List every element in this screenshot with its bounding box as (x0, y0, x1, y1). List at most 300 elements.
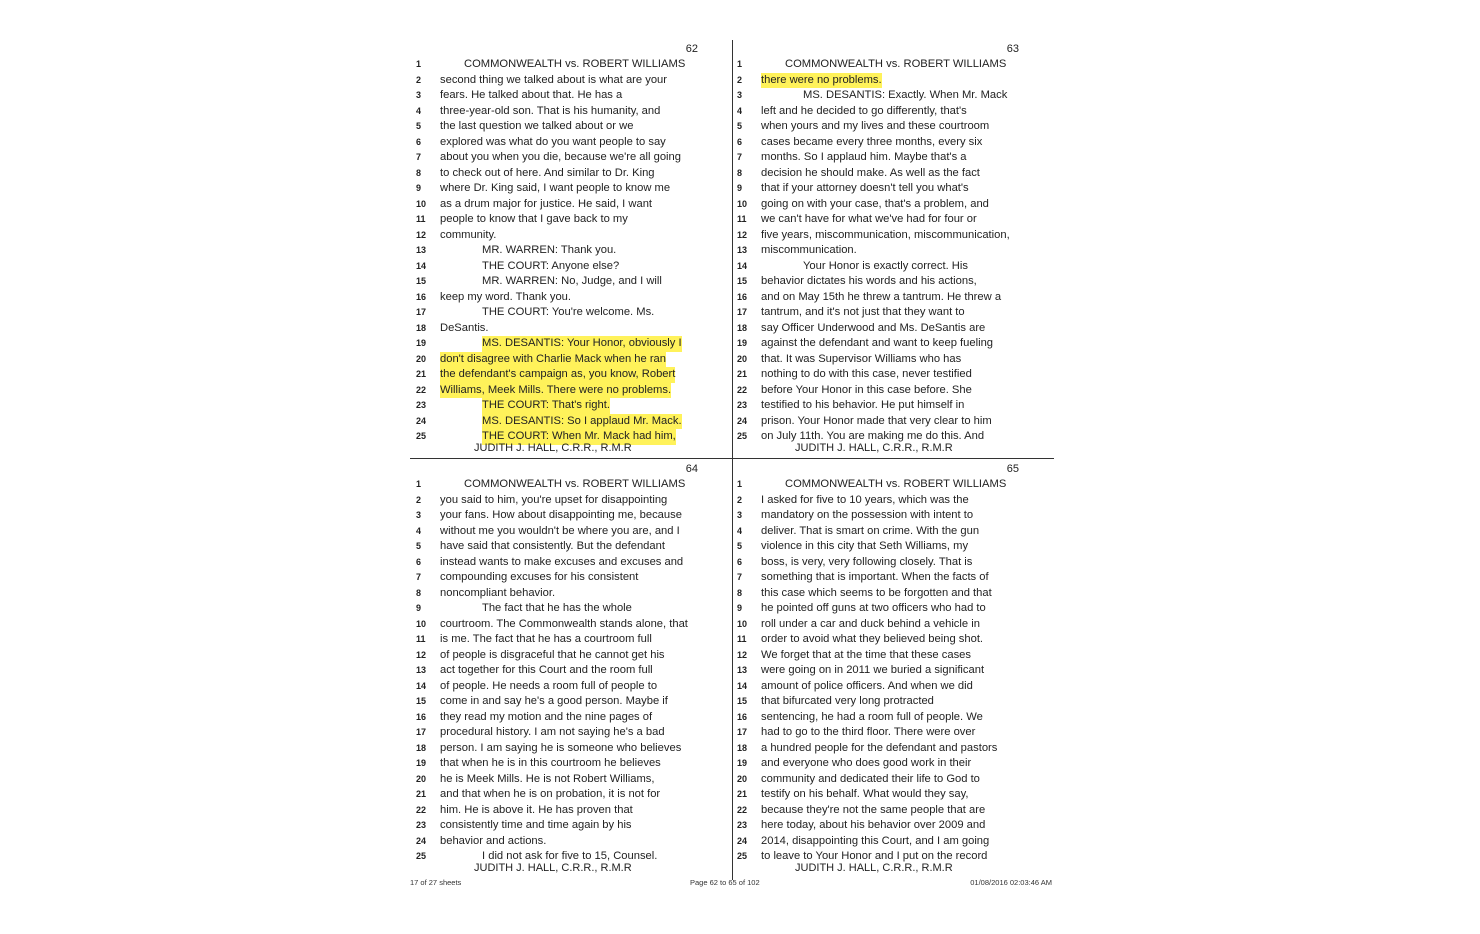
line-text: he pointed off guns at two officers who had to (761, 602, 986, 614)
footer-sheet-count: 17 of 27 sheets (410, 878, 462, 887)
transcript-line (737, 57, 1049, 73)
line-number: 24 (737, 415, 748, 426)
line-number: 22 (737, 384, 748, 395)
line-number: 16 (416, 291, 427, 302)
line-text: when yours and my lives and these courtroom (761, 120, 990, 132)
line-number: 3 (416, 90, 422, 100)
transcript-line (416, 524, 728, 540)
transcript-sheet (410, 40, 1054, 892)
transcript-line (737, 586, 1049, 602)
line-text: COMMONWEALTH vs. ROBERT WILLIAMS (464, 478, 686, 490)
transcript-line (416, 555, 728, 571)
line-text: courtroom. The Commonwealth stands alone, that (440, 617, 688, 630)
page-number: 64 (685, 463, 698, 475)
line-text: nothing to do with this case, never testified (761, 368, 972, 380)
footer-timestamp: 01/08/2016 02:03:46 AM (970, 878, 1052, 887)
transcript-line (416, 119, 728, 135)
transcript-line (416, 104, 728, 120)
transcript-line (737, 725, 1049, 741)
transcript-page-64 (416, 460, 728, 878)
transcript-line (737, 803, 1049, 819)
line-text: amount of police officers. And when we did (761, 679, 973, 692)
transcript-line (416, 741, 728, 757)
line-text: consistently time and time again by his (440, 819, 632, 831)
page-number: 63 (1006, 43, 1019, 55)
line-number: 7 (737, 152, 743, 162)
line-text: going on with your case, that's a problem, and (761, 197, 989, 210)
line-number: 18 (737, 322, 748, 333)
line-text: they read my motion and the nine pages of (440, 710, 653, 723)
line-number: 12 (416, 229, 427, 240)
line-text: here today, about his behavior over 2009 and (761, 819, 986, 831)
line-number: 16 (737, 291, 748, 302)
line-text: to leave to Your Honor and I put on the record (761, 850, 988, 862)
transcript-line (737, 414, 1049, 430)
line-text: mandatory on the possession with intent to (761, 509, 974, 521)
line-number: 22 (416, 804, 427, 815)
line-text: of people. He needs a room full of people to (440, 679, 658, 692)
column-divider (732, 40, 733, 880)
transcript-line (416, 243, 728, 259)
line-number: 11 (416, 634, 426, 644)
transcript-line (416, 725, 728, 741)
line-text: behavior and actions. (440, 834, 547, 847)
line-number: 8 (737, 587, 743, 598)
transcript-line (416, 150, 728, 166)
transcript-line (737, 212, 1049, 228)
transcript-line (737, 352, 1049, 368)
transcript-line (737, 398, 1049, 414)
line-text: person. I am saying he is someone who believes (440, 741, 682, 754)
line-text: COMMONWEALTH vs. ROBERT WILLIAMS (785, 478, 1007, 490)
court-reporter: JUDITH J. HALL, C.R.R., R.M.R (795, 862, 953, 874)
transcript-line (737, 710, 1049, 726)
line-text: MR. WARREN: Thank you. (482, 244, 617, 256)
line-text: second thing we talked about is what are your (440, 73, 667, 86)
line-text: about you when you die, because we're all going (440, 151, 681, 163)
line-number: 25 (737, 851, 748, 861)
line-number: 7 (737, 572, 743, 582)
line-text: that bifurcated very long protracted (761, 695, 934, 707)
transcript-line (737, 290, 1049, 306)
line-text: three-year-old son. That is his humanity, and (440, 104, 661, 117)
line-number: 9 (737, 183, 743, 193)
line-text: without me you wouldn't be where you are, and I (440, 524, 680, 537)
line-text: COMMONWEALTH vs. ROBERT WILLIAMS (785, 58, 1007, 70)
line-number: 17 (737, 727, 748, 737)
highlighted-line-text: Williams, Meek Mills. There were no problems. (440, 383, 671, 399)
line-number: 7 (416, 572, 422, 582)
line-text: act together for this Court and the room full (440, 664, 653, 676)
line-text: is me. The fact that he has a courtroom full (440, 633, 652, 645)
line-number: 9 (416, 183, 422, 193)
line-number: 14 (737, 260, 748, 271)
transcript-line (416, 570, 728, 586)
line-number: 25 (416, 431, 427, 441)
transcript-line (416, 803, 728, 819)
line-text: had to go to the third floor. There were over (761, 726, 976, 738)
transcript-line (737, 772, 1049, 788)
line-text: left and he decided to go differently, that's (761, 104, 967, 117)
transcript-line (416, 259, 728, 275)
transcript-line (737, 787, 1049, 803)
line-number: 6 (737, 136, 743, 147)
transcript-line (416, 834, 728, 850)
line-number: 18 (416, 322, 427, 333)
transcript-line (416, 352, 728, 368)
line-number: 1 (416, 59, 422, 69)
transcript-line (416, 601, 728, 617)
line-number: 20 (737, 353, 748, 364)
line-number: 8 (416, 167, 422, 178)
line-number: 21 (416, 789, 427, 799)
line-number: 2 (737, 494, 743, 505)
transcript-line (737, 648, 1049, 664)
line-text: to check out of here. And similar to Dr. King (440, 166, 655, 179)
transcript-line (737, 321, 1049, 337)
line-number: 16 (416, 711, 427, 722)
line-text: cases became every three months, every six (761, 135, 983, 148)
line-number: 13 (416, 245, 427, 255)
line-text: MS. DESANTIS: Exactly. When Mr. Mack (803, 89, 1008, 101)
line-text: fears. He talked about that. He has a (440, 89, 623, 101)
line-number: 24 (416, 415, 427, 426)
transcript-page-65 (737, 460, 1049, 878)
transcript-line (416, 321, 728, 337)
transcript-line (737, 663, 1049, 679)
line-number: 1 (416, 479, 422, 489)
transcript-line (737, 632, 1049, 648)
transcript-line (737, 367, 1049, 383)
transcript-line (416, 539, 728, 555)
line-text: a hundred people for the defendant and pastors (761, 741, 998, 754)
line-text: he is Meek Mills. He is not Robert Williams, (440, 772, 655, 785)
transcript-line (416, 772, 728, 788)
line-number: 22 (416, 384, 427, 395)
line-number: 6 (737, 556, 743, 567)
transcript-line (416, 398, 728, 414)
transcript-line (416, 756, 728, 772)
page-lines (416, 57, 728, 445)
line-text: that when he is in this courtroom he believes (440, 757, 661, 769)
line-text: you said to him, you're upset for disappointing (440, 493, 668, 506)
line-text: because they're not the same people that are (761, 803, 986, 816)
transcript-line (416, 694, 728, 710)
line-text: behavior dictates his words and his actions, (761, 275, 977, 287)
page-number: 65 (1006, 463, 1019, 475)
transcript-line (737, 336, 1049, 352)
line-text: prison. Your Honor made that very clear to him (761, 414, 992, 427)
line-number: 21 (737, 789, 748, 799)
transcript-line (737, 477, 1049, 493)
transcript-line (737, 259, 1049, 275)
transcript-line (737, 539, 1049, 555)
line-text: we can't have for what we've had for four or (761, 213, 977, 225)
transcript-line (416, 493, 728, 509)
line-text: months. So I applaud him. Maybe that's a (761, 151, 967, 163)
transcript-line (737, 524, 1049, 540)
line-number: 25 (737, 431, 748, 441)
line-text: were going on in 2011 we buried a significant (761, 664, 985, 676)
line-text: sentencing, he had a room full of people. We (761, 710, 983, 723)
transcript-line (416, 228, 728, 244)
transcript-line (416, 617, 728, 633)
line-text: keep my word. Thank you. (440, 290, 571, 303)
transcript-line (416, 632, 728, 648)
line-text: that if your attorney doesn't tell you what's (761, 182, 969, 194)
transcript-line (416, 166, 728, 182)
transcript-line (737, 228, 1049, 244)
line-number: 3 (416, 510, 422, 520)
line-number: 5 (737, 541, 743, 551)
line-text: and everyone who does good work in their (761, 757, 972, 769)
transcript-line (737, 119, 1049, 135)
transcript-line (737, 305, 1049, 321)
line-number: 11 (737, 634, 747, 644)
line-text: that. It was Supervisor Williams who has (761, 352, 962, 365)
line-number: 18 (416, 742, 427, 753)
line-number: 8 (416, 587, 422, 598)
transcript-line (737, 834, 1049, 850)
line-text: against the defendant and want to keep fueling (761, 337, 994, 349)
transcript-line (416, 648, 728, 664)
transcript-line (737, 601, 1049, 617)
line-text: this case which seems to be forgotten and that (761, 586, 992, 599)
line-number: 23 (737, 400, 748, 410)
highlighted-line-text: THE COURT: That's right. (482, 398, 610, 414)
highlighted-line-text: don't disagree with Charlie Mack when he ran (440, 352, 666, 368)
transcript-line (416, 135, 728, 151)
line-number: 22 (737, 804, 748, 815)
line-number: 1 (737, 479, 743, 489)
line-number: 17 (416, 727, 427, 737)
page-lines (416, 477, 728, 865)
line-number: 12 (737, 649, 748, 660)
line-text: and that when he is on probation, it is not for (440, 788, 661, 800)
line-number: 18 (737, 742, 748, 753)
line-text: COMMONWEALTH vs. ROBERT WILLIAMS (464, 58, 686, 70)
line-text: and on May 15th he threw a tantrum. He threw a (761, 290, 1002, 303)
line-number: 10 (737, 198, 748, 209)
line-number: 19 (737, 758, 748, 768)
transcript-line (416, 57, 728, 73)
line-number: 2 (737, 74, 743, 85)
line-number: 7 (416, 152, 422, 162)
transcript-line (737, 73, 1049, 89)
transcript-line (416, 336, 728, 352)
line-text: on July 11th. You are making me do this. And (761, 430, 985, 442)
transcript-line (416, 477, 728, 493)
line-number: 15 (416, 696, 427, 706)
line-number: 23 (737, 820, 748, 830)
line-text: instead wants to make excuses and excuses and (440, 555, 684, 568)
transcript-line (737, 694, 1049, 710)
line-text: before Your Honor in this case before. She (761, 383, 972, 396)
line-number: 4 (416, 525, 422, 536)
line-text: violence in this city that Seth Williams, my (761, 540, 969, 552)
line-text: THE COURT: You're welcome. Ms. (482, 306, 655, 318)
line-number: 6 (416, 136, 422, 147)
transcript-line (416, 305, 728, 321)
transcript-line (737, 493, 1049, 509)
transcript-line (737, 756, 1049, 772)
line-number: 15 (737, 696, 748, 706)
line-number: 16 (737, 711, 748, 722)
highlighted-line-text: MS. DESANTIS: So I applaud Mr. Mack. (482, 414, 682, 430)
line-text: Your Honor is exactly correct. His (803, 259, 968, 272)
court-reporter: JUDITH J. HALL, C.R.R., R.M.R (474, 862, 632, 874)
line-text: of people is disgraceful that he cannot get his (440, 648, 665, 661)
transcript-line (416, 88, 728, 104)
transcript-line (416, 73, 728, 89)
line-number: 2 (416, 494, 422, 505)
line-number: 3 (737, 90, 743, 100)
line-text: something that is important. When the facts of (761, 571, 989, 583)
page-lines (737, 57, 1049, 445)
transcript-line (737, 555, 1049, 571)
line-number: 6 (416, 556, 422, 567)
transcript-line (737, 150, 1049, 166)
line-number: 12 (416, 649, 427, 660)
line-number: 14 (416, 680, 427, 691)
line-text: the last question we talked about or we (440, 120, 634, 132)
transcript-page-63 (737, 40, 1049, 458)
transcript-line (416, 508, 728, 524)
line-number: 25 (416, 851, 427, 861)
line-number: 5 (416, 541, 422, 551)
line-number: 10 (416, 618, 427, 629)
line-number: 20 (416, 353, 427, 364)
line-number: 23 (416, 400, 427, 410)
line-number: 15 (416, 276, 427, 286)
line-text: noncompliant behavior. (440, 586, 556, 599)
line-number: 1 (737, 59, 743, 69)
line-text: five years, miscommunication, miscommunication, (761, 228, 1010, 241)
line-number: 5 (416, 121, 422, 131)
transcript-line (737, 274, 1049, 290)
line-text: decision he should make. As well as the fact (761, 166, 980, 179)
line-number: 2 (416, 74, 422, 85)
line-number: 13 (737, 665, 748, 675)
line-text: say Officer Underwood and Ms. DeSantis are (761, 321, 986, 334)
line-number: 11 (416, 214, 426, 224)
line-text: deliver. That is smart on crime. With the gun (761, 524, 980, 537)
line-number: 8 (737, 167, 743, 178)
line-text: We forget that at the time that these cases (761, 648, 971, 661)
line-text: 2014, disappointing this Court, and I am going (761, 834, 990, 847)
highlighted-line-text: THE COURT: When Mr. Mack had him, (482, 429, 676, 445)
transcript-line (416, 274, 728, 290)
line-text: DeSantis. (440, 321, 489, 334)
line-number: 9 (416, 603, 422, 613)
transcript-line (737, 383, 1049, 399)
line-number: 15 (737, 276, 748, 286)
line-text: community. (440, 228, 497, 241)
transcript-line (737, 741, 1049, 757)
line-number: 14 (416, 260, 427, 271)
line-number: 20 (737, 773, 748, 784)
line-number: 24 (416, 835, 427, 846)
transcript-line (737, 508, 1049, 524)
transcript-line (416, 787, 728, 803)
transcript-line (416, 212, 728, 228)
transcript-line (416, 197, 728, 213)
line-text: him. He is above it. He has proven that (440, 803, 633, 816)
transcript-line (737, 135, 1049, 151)
line-number: 12 (737, 229, 748, 240)
line-text: boss, is very, very following closely. That is (761, 555, 973, 568)
footer-page-range: Page 62 to 65 of 102 (690, 878, 760, 887)
line-number: 17 (737, 307, 748, 317)
transcript-line (737, 88, 1049, 104)
line-text: explored was what do you want people to say (440, 135, 666, 148)
transcript-line (416, 290, 728, 306)
line-text: I asked for five to 10 years, which was the (761, 493, 969, 506)
transcript-line (416, 663, 728, 679)
line-number: 24 (737, 835, 748, 846)
line-text: order to avoid what they believed being shot. (761, 633, 984, 645)
line-text: testify on his behalf. What would they say, (761, 788, 969, 800)
line-text: where Dr. King said, I want people to know me (440, 182, 671, 194)
highlighted-line-text: the defendant's campaign as, you know, Robert (440, 367, 675, 383)
line-text: have said that consistently. But the defendant (440, 540, 665, 552)
court-reporter: JUDITH J. HALL, C.R.R., R.M.R (795, 442, 953, 454)
line-number: 10 (416, 198, 427, 209)
page-lines (737, 477, 1049, 865)
line-text: procedural history. I am not saying he's a bad (440, 726, 665, 738)
line-text: I did not ask for five to 15, Counsel. (482, 850, 658, 862)
line-text: The fact that he has the whole (482, 602, 632, 614)
line-number: 14 (737, 680, 748, 691)
transcript-line (737, 104, 1049, 120)
line-text: roll under a car and duck behind a vehicle in (761, 617, 980, 630)
transcript-line (416, 818, 728, 834)
line-text: as a drum major for justice. He said, I want (440, 197, 653, 210)
line-number: 19 (416, 758, 427, 768)
line-number: 21 (416, 369, 427, 379)
line-text: MR. WARREN: No, Judge, and I will (482, 275, 662, 287)
court-reporter: JUDITH J. HALL, C.R.R., R.M.R (474, 442, 632, 454)
line-number: 4 (737, 525, 743, 536)
transcript-line (737, 818, 1049, 834)
line-number: 11 (737, 214, 747, 224)
line-number: 21 (737, 369, 748, 379)
transcript-line (416, 367, 728, 383)
transcript-line (416, 586, 728, 602)
line-number: 9 (737, 603, 743, 613)
line-number: 4 (737, 105, 743, 116)
transcript-line (737, 166, 1049, 182)
line-text: testified to his behavior. He put himself in (761, 399, 965, 411)
row-divider (410, 458, 1054, 459)
line-number: 10 (737, 618, 748, 629)
line-number: 5 (737, 121, 743, 131)
highlighted-line-text: MS. DESANTIS: Your Honor, obviously I (482, 336, 682, 352)
line-text: tantrum, and it's not just that they want to (761, 306, 965, 318)
transcript-line (416, 383, 728, 399)
line-number: 19 (737, 338, 748, 348)
transcript-line (416, 181, 728, 197)
transcript-line (416, 679, 728, 695)
line-number: 4 (416, 105, 422, 116)
line-number: 3 (737, 510, 743, 520)
transcript-line (737, 570, 1049, 586)
transcript-line (737, 197, 1049, 213)
line-text: compounding excuses for his consistent (440, 571, 639, 583)
highlighted-line-text: there were no problems. (761, 73, 882, 89)
line-text: community and dedicated their life to God to (761, 772, 980, 785)
line-text: come in and say he's a good person. Maybe if (440, 695, 668, 707)
